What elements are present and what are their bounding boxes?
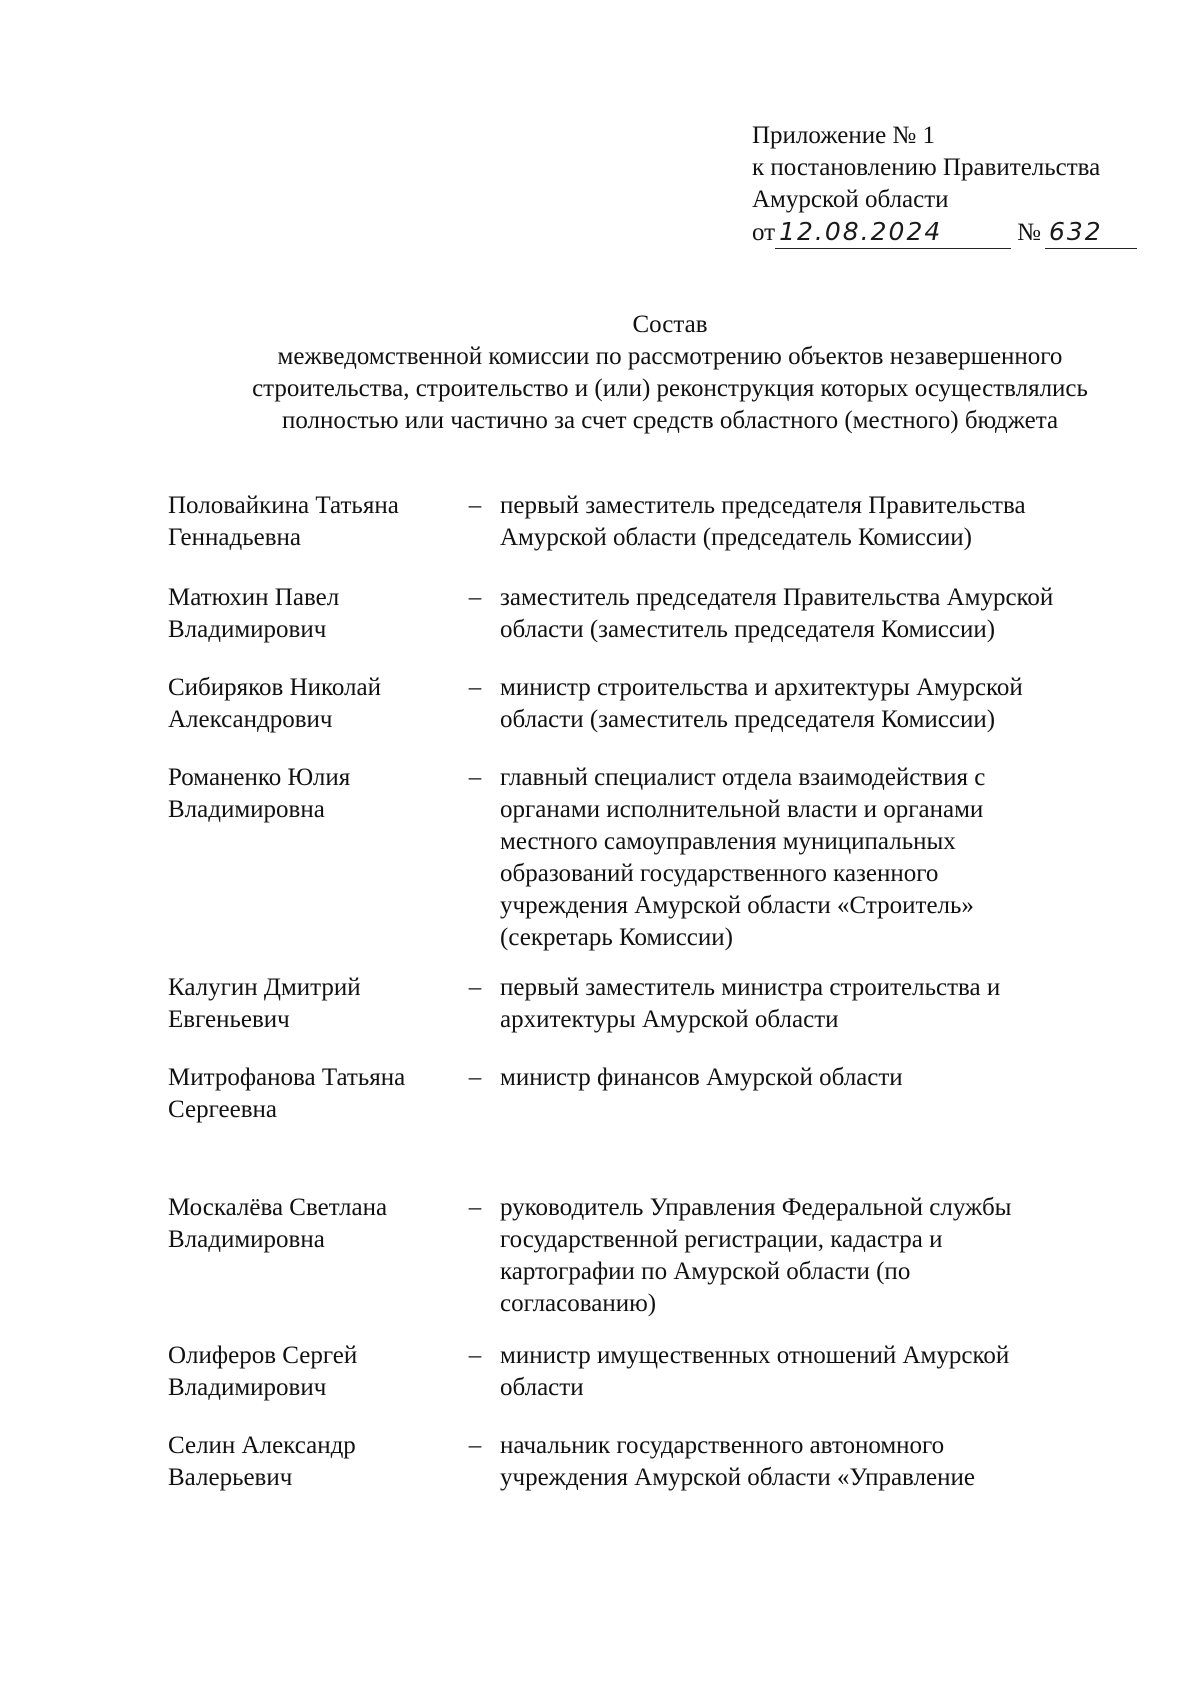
member-row (168, 672, 1178, 736)
member-role: начальник государственного автономного учреждения Амурской области «Управление (500, 1432, 975, 1491)
member-name: Матюхин Павел Владимирович (168, 584, 340, 643)
handwritten-number: 632 (1045, 216, 1137, 249)
member-name: Москалёва Светлана Владимировна (168, 1194, 388, 1253)
member-name: Олиферов Сергей Владимирович (168, 1342, 358, 1401)
member-dash: – (468, 584, 482, 611)
member-name: Митрофанова Татьяна Сергеевна (168, 1064, 406, 1123)
document-heading (120, 309, 1200, 437)
member-name: Романенко Юлия Владимировна (168, 764, 351, 823)
appendix-block (752, 120, 1172, 249)
heading-body: межведомственной комиссии по рассмотрению объектов незавершенного строительства, строительство и (или) реконструкция которых осуществлялись полностью или частично за счет средств областного (местного) бюджета (252, 343, 1088, 434)
member-role: главный специалист отдела взаимодействия с органами исполнительной власти и органами местного самоуправления муниципальных образований государственного казенного учреждения Амурской области «Строитель» (секретарь Комиссии) (500, 764, 986, 951)
member-role: заместитель председателя Правительства Амурской области (заместитель председателя Комиссии) (500, 584, 1054, 643)
number-label: № (1017, 219, 1041, 246)
member-role: руководитель Управления Федеральной службы государственной регистрации, кадастра и картографии по Амурской области (по согласованию) (500, 1194, 1012, 1317)
appendix-date-number-line (752, 216, 1172, 249)
member-row (168, 1430, 1178, 1494)
member-dash: – (468, 492, 482, 519)
member-role: первый заместитель председателя Правительства Амурской области (председатель Комиссии) (500, 492, 1026, 551)
from-label: от (752, 219, 776, 246)
member-role: министр имущественных отношений Амурской области (500, 1342, 1010, 1401)
member-row (168, 972, 1178, 1036)
member-name: Сибиряков Николай Александрович (168, 674, 382, 733)
appendix-title: Приложение № 1 (752, 122, 936, 149)
member-row (168, 490, 1178, 554)
member-dash: – (468, 1064, 482, 1091)
member-dash: – (468, 674, 482, 701)
member-name: Половайкина Татьяна Геннадьевна (168, 492, 399, 551)
member-row (168, 1062, 1178, 1126)
handwritten-date: 12.08.2024 (775, 216, 1011, 249)
member-role: первый заместитель министра строительства и архитектуры Амурской области (500, 974, 1001, 1033)
appendix-reference: к постановлению Правительства (752, 154, 1101, 181)
member-name: Селин Александр Валерьевич (168, 1432, 356, 1491)
member-dash: – (468, 974, 482, 1001)
member-row (168, 1340, 1178, 1404)
member-dash: – (468, 1432, 482, 1459)
member-row (168, 762, 1178, 954)
member-role: министр финансов Амурской области (500, 1064, 903, 1091)
member-dash: – (468, 1194, 482, 1221)
member-row (168, 582, 1178, 646)
member-row (168, 1192, 1178, 1320)
member-role: министр строительства и архитектуры Амурской области (заместитель председателя Комиссии) (500, 674, 1023, 733)
member-name: Калугин Дмитрий Евгеньевич (168, 974, 361, 1033)
member-dash: – (468, 1342, 482, 1369)
heading-title: Состав (632, 311, 708, 338)
member-dash: – (468, 764, 482, 791)
appendix-region: Амурской области (752, 186, 949, 213)
